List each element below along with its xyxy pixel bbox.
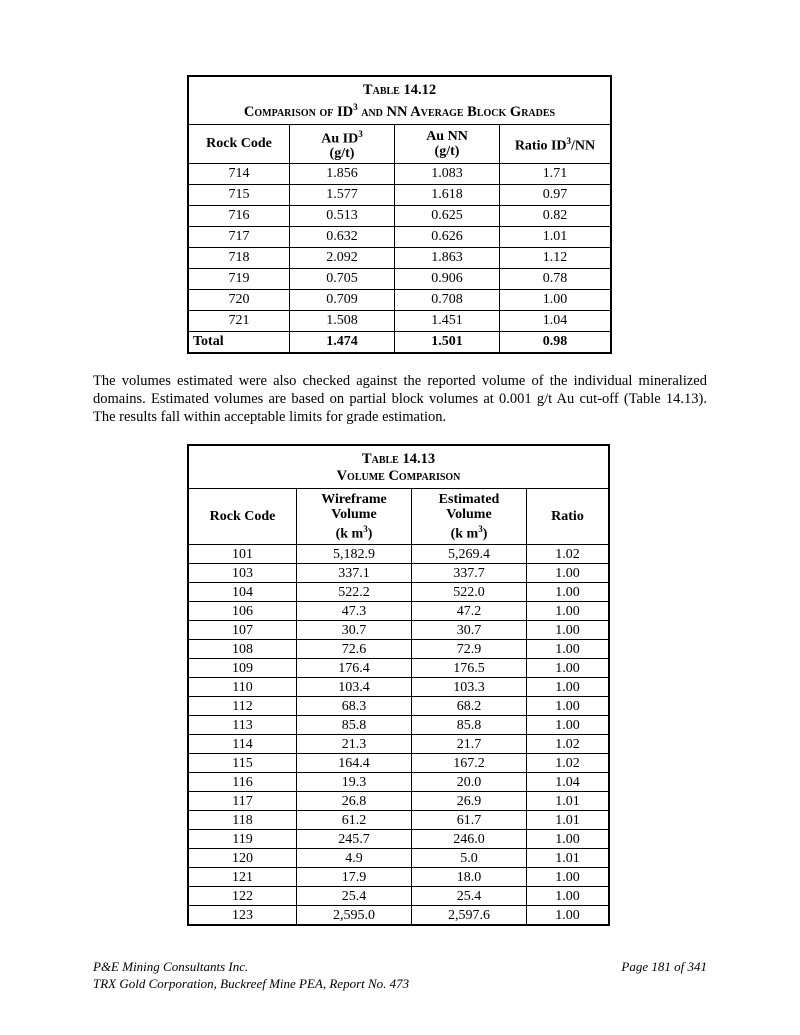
- table-14-12-caption: [188, 76, 611, 124]
- table-row: 103 337.1 337.7 1.00: [188, 564, 609, 583]
- header-ratio: Ratio: [527, 489, 610, 545]
- header-au-nn: Au NN (g/t): [395, 124, 500, 163]
- header-rock-code: Rock Code: [188, 489, 297, 545]
- table-14-12-title: Table 14.12: [362, 82, 437, 98]
- table-row: 118 61.2 61.7 1.01: [188, 811, 609, 830]
- table-row: 123 2,595.0 2,597.6 1.00: [188, 906, 609, 926]
- table-row: 721 1.508 1.451 1.04: [188, 310, 611, 331]
- table-row: 122 25.4 25.4 1.00: [188, 887, 609, 906]
- table-row: 117 26.8 26.9 1.01: [188, 792, 609, 811]
- table-row: 714 1.856 1.083 1.71: [188, 163, 611, 184]
- table-row: 106 47.3 47.2 1.00: [188, 602, 609, 621]
- footer-report: TRX Gold Corporation, Buckreef Mine PEA, Report No. 473: [93, 976, 410, 991]
- table-14-13-subtitle: Volume Comparison: [336, 468, 461, 484]
- table-row: 718 2.092 1.863 1.12: [188, 247, 611, 268]
- table-14-13: [187, 444, 610, 926]
- header-rock-code: Rock Code: [188, 124, 290, 163]
- table-row: 114 21.3 21.7 1.02: [188, 735, 609, 754]
- table-row: 110 103.4 103.3 1.00: [188, 678, 609, 697]
- table-row: 119 245.7 246.0 1.00: [188, 830, 609, 849]
- table-total-row: Total 1.474 1.501 0.98: [188, 331, 611, 353]
- footer-company: P&E Mining Consultants Inc.: [93, 959, 249, 974]
- table-row: 121 17.9 18.0 1.00: [188, 868, 609, 887]
- body-paragraph: The volumes estimated were also checked against the reported volume of the individual mineralized domains. Estimated volumes are based on partial block volumes at 0.001 g/t Au cut-off (Table 14.13). The results fall within acceptable limits for grade estimation.: [93, 373, 707, 425]
- header-ratio: Ratio $ID^3/NN$: [500, 124, 612, 163]
- table-row: 104 522.2 522.0 1.00: [188, 583, 609, 602]
- table-row: 720 0.709 0.708 1.00: [188, 289, 611, 310]
- table-row: 115 164.4 167.2 1.02: [188, 754, 609, 773]
- header-au-id3: Au $ID^3$ (g/t): [290, 124, 395, 163]
- table-row: 715 1.577 1.618 0.97: [188, 184, 611, 205]
- table-row: 112 68.3 68.2 1.00: [188, 697, 609, 716]
- table-row: 109 176.4 176.5 1.00: [188, 659, 609, 678]
- header-estimated-volume: Estimated Volume (k $m^3$): [412, 489, 527, 545]
- table-row: 120 4.9 5.0 1.01: [188, 849, 609, 868]
- header-wireframe-volume: Wireframe Volume (k $m^3$): [297, 489, 412, 545]
- table-row: 108 72.6 72.9 1.00: [188, 640, 609, 659]
- table-row: 107 30.7 30.7 1.00: [188, 621, 609, 640]
- table-14-13-title: Table 14.13: [361, 451, 436, 467]
- table-14-12-subtitle: Comparison of $ID^3$ and NN Average Block Grades: [243, 102, 556, 120]
- table-row: 717 0.632 0.626 1.01: [188, 226, 611, 247]
- table-row: 116 19.3 20.0 1.04: [188, 773, 609, 792]
- table-14-12: [187, 75, 612, 354]
- footer-page-number: Page 181 of 341: [621, 959, 707, 974]
- table-14-13-caption: [188, 445, 609, 489]
- page-footer: [93, 958, 707, 992]
- table-row: 716 0.513 0.625 0.82: [188, 205, 611, 226]
- table-row: 101 5,182.9 5,269.4 1.02: [188, 545, 609, 564]
- table-row: 113 85.8 85.8 1.00: [188, 716, 609, 735]
- table-row: 719 0.705 0.906 0.78: [188, 268, 611, 289]
